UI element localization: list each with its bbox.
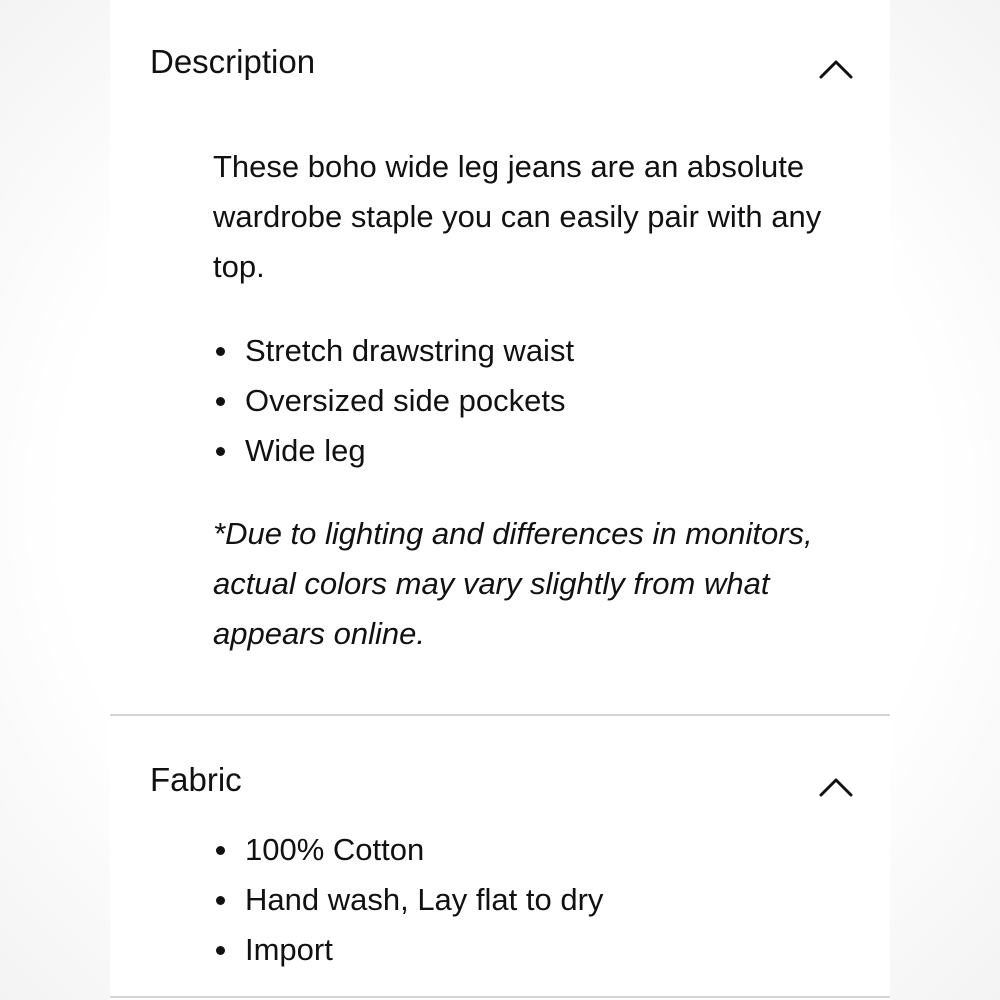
list-item [213,925,603,975]
list-item-label: Stretch drawstring waist [245,333,575,368]
section-divider [110,996,890,998]
list-item [213,875,603,925]
list-item [213,426,574,476]
bullet-icon [216,896,225,905]
bullet-icon [216,447,225,456]
product-details-panel [110,0,890,1000]
list-item [213,326,574,376]
description-paragraph: These boho wide leg jeans are an absolute wardrobe staple you can easily pair with any top. [213,149,822,284]
list-item [213,376,574,426]
chevron-up-icon[interactable] [818,58,854,80]
fabric-list [213,825,603,975]
fabric-title: Fabric [150,761,242,798]
fabric-header[interactable] [110,716,890,798]
list-item-label: Hand wash, Lay flat to dry [245,882,604,917]
list-item-label: 100% Cotton [245,832,425,867]
description-title: Description [150,43,316,80]
bullet-icon [216,846,225,855]
description-header[interactable] [110,0,890,80]
bullet-icon [216,946,225,955]
color-disclaimer: *Due to lighting and differences in monitors, actual colors may vary slightly from what appears online. [213,516,813,651]
description-section [110,0,890,714]
bullet-icon [216,347,225,356]
feature-list [213,326,574,476]
bullet-icon [216,397,225,406]
chevron-up-icon[interactable] [818,776,854,798]
list-item-label: Import [245,932,333,967]
fabric-section [110,716,890,996]
list-item-label: Wide leg [245,433,366,468]
list-item [213,825,603,875]
list-item-label: Oversized side pockets [245,383,566,418]
